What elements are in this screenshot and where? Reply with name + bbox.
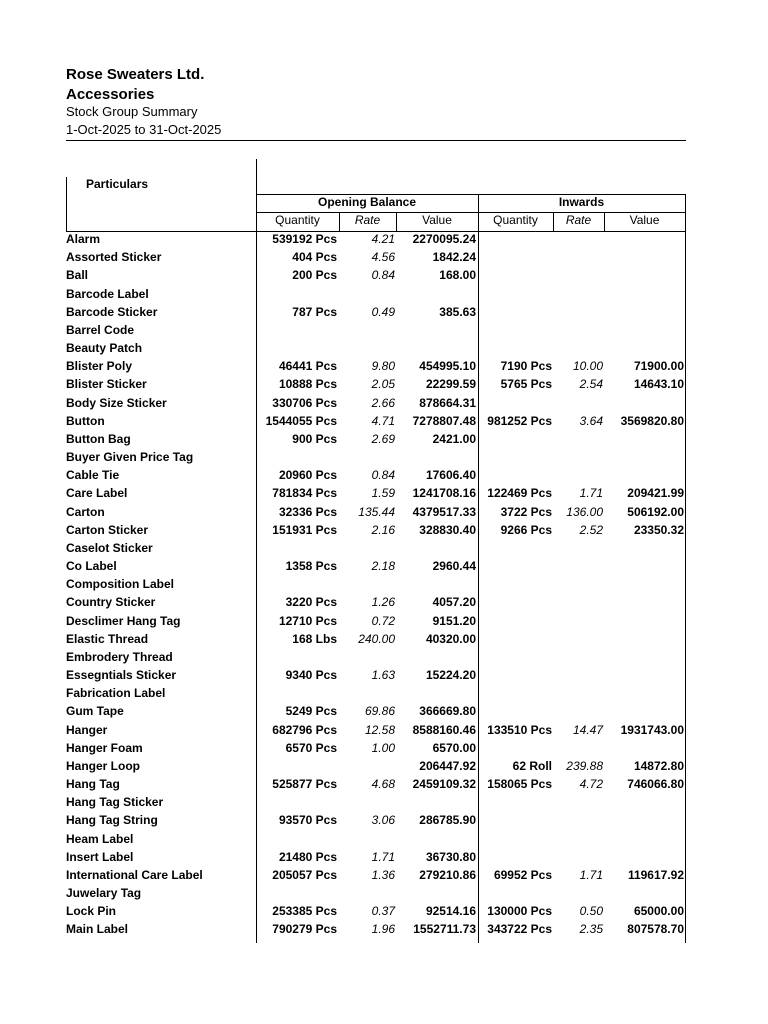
item-name: Button	[66, 413, 105, 428]
item-name: Button Bag	[66, 431, 131, 446]
opening-value: 1842.24	[432, 250, 476, 265]
table-row	[0, 612, 768, 630]
inwards-value: 23350.32	[633, 522, 684, 537]
inwards-value: 14872.80	[633, 758, 684, 773]
report-title: Stock Group Summary	[66, 104, 198, 119]
inwards-value: 807578.70	[627, 922, 684, 937]
opening-rate: 1.59	[371, 486, 395, 501]
table-row	[0, 484, 768, 502]
table-row	[0, 721, 768, 739]
opening-rate: 3.06	[371, 813, 395, 828]
company-name: Rose Sweaters Ltd.	[66, 66, 205, 83]
table-row	[0, 466, 768, 484]
table-row	[0, 375, 768, 393]
inwards-value: 209421.99	[627, 486, 684, 501]
item-name: Heam Label	[66, 831, 134, 846]
table-row	[0, 866, 768, 884]
item-name: Body Size Sticker	[66, 395, 167, 410]
table-row	[0, 539, 768, 557]
item-name: Carton Sticker	[66, 522, 149, 537]
table-row	[0, 503, 768, 521]
inwards-quantity: 133510 Pcs	[487, 722, 552, 737]
table-row	[0, 848, 768, 866]
item-name: Fabrication Label	[66, 686, 166, 701]
opening-value: 6570.00	[432, 740, 476, 755]
inwards-rate: 239.88	[566, 758, 603, 773]
table-row	[0, 884, 768, 902]
opening-value: 2421.00	[432, 431, 476, 446]
opening-quantity: 20960 Pcs	[278, 468, 337, 483]
item-name: Desclimer Hang Tag	[66, 613, 181, 628]
item-name: Main Label	[66, 922, 129, 937]
item-name: Cable Tie	[66, 468, 120, 483]
opening-rate: 0.72	[371, 613, 395, 628]
table-row	[0, 557, 768, 575]
opening-quantity: 781834 Pcs	[272, 486, 337, 501]
table-row	[0, 394, 768, 412]
item-name: Hang Tag	[66, 777, 120, 792]
table-row	[0, 630, 768, 648]
table-row	[0, 357, 768, 375]
opening-rate: 0.84	[371, 268, 395, 283]
table-row	[0, 521, 768, 539]
opening-value: 9151.20	[432, 613, 476, 628]
table-row	[0, 757, 768, 775]
item-name: Blister Poly	[66, 359, 133, 374]
inwards-value: 65000.00	[633, 904, 684, 919]
opening-quantity: 21480 Pcs	[278, 849, 337, 864]
table-row	[0, 684, 768, 702]
opening-quantity: 253385 Pcs	[272, 904, 337, 919]
opening-value: 1552711.73	[413, 922, 476, 937]
item-name: Elastic Thread	[66, 631, 149, 646]
opening-value: 22299.59	[425, 377, 476, 392]
item-name: Barrel Code	[66, 322, 135, 337]
opening-value: 279210.86	[419, 867, 476, 882]
opening-value: 385.63	[439, 304, 476, 319]
opening-value: 4057.20	[432, 595, 476, 610]
inwards-header: Inwards	[558, 195, 605, 209]
opening-value: 17606.40	[425, 468, 476, 483]
opening-rate: 1.71	[371, 849, 395, 864]
opening-rate: 0.84	[371, 468, 395, 483]
inwards-rate: 1.71	[579, 867, 603, 882]
in-value-header: Value	[629, 213, 660, 227]
opening-quantity: 200 Pcs	[292, 268, 337, 283]
table-row	[0, 230, 768, 248]
in-quantity-header: Quantity	[493, 213, 538, 227]
opening-rate: 1.96	[371, 922, 395, 937]
inwards-rate: 4.72	[579, 777, 603, 792]
inwards-quantity: 343722 Pcs	[487, 922, 552, 937]
inwards-quantity: 5765 Pcs	[500, 377, 552, 392]
inwards-value: 1931743.00	[620, 722, 684, 737]
inwards-rate: 2.52	[579, 522, 603, 537]
inwards-quantity: 158065 Pcs	[487, 777, 552, 792]
opening-quantity: 1358 Pcs	[285, 559, 337, 574]
particulars-left-rule	[66, 177, 67, 232]
item-name: Juwelary Tag	[66, 886, 142, 901]
opening-rate: 12.58	[364, 722, 395, 737]
opening-value: 168.00	[439, 268, 476, 283]
table-row	[0, 448, 768, 466]
inwards-quantity: 130000 Pcs	[487, 904, 552, 919]
item-name: Caselot Sticker	[66, 540, 153, 555]
table-row	[0, 248, 768, 266]
opening-quantity: 539192 Pcs	[272, 232, 337, 246]
inwards-quantity: 7190 Pcs	[500, 359, 552, 374]
table-row	[0, 321, 768, 339]
inwards-rate: 1.71	[579, 486, 603, 501]
opening-quantity: 900 Pcs	[292, 431, 337, 446]
opening-value: 206447.92	[419, 758, 476, 773]
item-name: Composition Label	[66, 577, 174, 592]
opening-rate: 2.66	[371, 395, 395, 410]
item-name: Hanger	[66, 722, 108, 737]
opening-quantity: 525877 Pcs	[272, 777, 337, 792]
inwards-rate: 2.35	[579, 922, 603, 937]
opening-quantity: 151931 Pcs	[272, 522, 337, 537]
stock-group-name: Accessories	[66, 86, 155, 103]
opening-value: 2270095.24	[412, 232, 476, 246]
inwards-value: 746066.80	[627, 777, 684, 792]
table-row	[0, 830, 768, 848]
opening-rate: 2.69	[371, 431, 395, 446]
opening-value: 92514.16	[425, 904, 476, 919]
table-row	[0, 902, 768, 920]
item-name: Essegntials Sticker	[66, 668, 177, 683]
table-row	[0, 920, 768, 938]
opening-quantity: 205057 Pcs	[272, 867, 337, 882]
item-name: Barcode Label	[66, 286, 149, 301]
item-name: Hang Tag String	[66, 813, 158, 828]
opening-rate: 240.00	[358, 631, 395, 646]
opening-quantity: 168 Lbs	[292, 631, 337, 646]
ob-value-header: Value	[422, 213, 452, 227]
item-name: Beauty Patch	[66, 341, 143, 356]
item-name: Hanger Foam	[66, 740, 143, 755]
inwards-quantity: 122469 Pcs	[487, 486, 552, 501]
item-name: Embrodery Thread	[66, 649, 173, 664]
item-name: Alarm	[66, 232, 101, 246]
opening-value: 328830.40	[419, 522, 476, 537]
opening-value: 40320.00	[425, 631, 476, 646]
inwards-rate: 3.64	[579, 413, 603, 428]
opening-rate: 2.16	[371, 522, 395, 537]
inwards-rate: 2.54	[579, 377, 603, 392]
opening-value: 878664.31	[419, 395, 476, 410]
item-name: Care Label	[66, 486, 128, 501]
opening-rate: 4.56	[371, 250, 395, 265]
particulars-header: Particulars	[86, 177, 149, 191]
opening-rate: 1.26	[371, 595, 395, 610]
opening-quantity: 32336 Pcs	[278, 504, 337, 519]
opening-value: 7278807.48	[412, 413, 476, 428]
inwards-rate: 14.47	[572, 722, 603, 737]
table-row	[0, 266, 768, 284]
table-row	[0, 339, 768, 357]
opening-rate: 0.49	[371, 304, 395, 319]
opening-value: 286785.90	[419, 813, 476, 828]
inwards-quantity: 9266 Pcs	[500, 522, 552, 537]
inwards-value: 119617.92	[627, 867, 684, 882]
inwards-value: 14643.10	[633, 377, 684, 392]
item-name: Insert Label	[66, 849, 134, 864]
item-name: Lock Pin	[66, 904, 117, 919]
table-row	[0, 739, 768, 757]
item-name: Country Sticker	[66, 595, 156, 610]
opening-quantity: 790279 Pcs	[272, 922, 337, 937]
opening-quantity: 46441 Pcs	[278, 359, 337, 374]
opening-quantity: 682796 Pcs	[272, 722, 337, 737]
item-name: Ball	[66, 268, 89, 283]
opening-quantity: 1544055 Pcs	[265, 413, 337, 428]
opening-rate: 4.68	[371, 777, 395, 792]
opening-quantity: 6570 Pcs	[285, 740, 337, 755]
opening-value: 2960.44	[432, 559, 476, 574]
opening-rate: 1.00	[371, 740, 395, 755]
item-name: Co Label	[66, 559, 117, 574]
item-name: Gum Tape	[66, 704, 124, 719]
opening-quantity: 93570 Pcs	[278, 813, 337, 828]
item-name: Blister Sticker	[66, 377, 147, 392]
inwards-quantity: 69952 Pcs	[493, 867, 552, 882]
table-row	[0, 303, 768, 321]
opening-rate: 4.71	[371, 413, 395, 428]
opening-value: 36730.80	[425, 849, 476, 864]
inwards-quantity: 62 Roll	[512, 758, 552, 773]
opening-value: 454995.10	[419, 359, 476, 374]
inwards-quantity: 3722 Pcs	[500, 504, 552, 519]
table-row	[0, 412, 768, 430]
header-top-rule	[66, 140, 686, 141]
table-row	[0, 811, 768, 829]
opening-value: 2459109.32	[412, 777, 476, 792]
opening-rate: 9.80	[371, 359, 395, 374]
inwards-rate: 136.00	[566, 504, 603, 519]
opening-quantity: 10888 Pcs	[278, 377, 337, 392]
opening-quantity: 12710 Pcs	[278, 613, 337, 628]
item-name: International Care Label	[66, 867, 203, 882]
item-name: Assorted Sticker	[66, 250, 162, 265]
opening-value: 8588160.46	[412, 722, 476, 737]
ob-quantity-header: Quantity	[275, 213, 320, 227]
report-period: 1-Oct-2025 to 31-Oct-2025	[66, 122, 222, 137]
inwards-rate: 10.00	[572, 359, 603, 374]
table-row	[0, 666, 768, 684]
table-row	[0, 775, 768, 793]
in-rate-header: Rate	[565, 213, 592, 227]
opening-rate: 4.21	[371, 232, 395, 246]
table-row	[0, 702, 768, 720]
item-name: Barcode Sticker	[66, 304, 158, 319]
inwards-quantity: 981252 Pcs	[487, 413, 552, 428]
table-row	[0, 285, 768, 303]
opening-quantity: 404 Pcs	[292, 250, 337, 265]
opening-balance-header: Opening Balance	[317, 195, 417, 209]
table-row	[0, 648, 768, 666]
opening-value: 366669.80	[419, 704, 476, 719]
table-row	[0, 430, 768, 448]
opening-rate: 69.86	[364, 704, 395, 719]
opening-quantity: 787 Pcs	[292, 304, 337, 319]
table-row	[0, 593, 768, 611]
opening-quantity: 5249 Pcs	[285, 704, 337, 719]
opening-quantity: 9340 Pcs	[285, 668, 337, 683]
opening-rate: 135.44	[358, 504, 395, 519]
opening-rate: 2.05	[371, 377, 395, 392]
inwards-value: 3569820.80	[620, 413, 684, 428]
opening-quantity: 3220 Pcs	[285, 595, 337, 610]
ob-rate-header: Rate	[354, 213, 381, 227]
opening-rate: 2.18	[371, 559, 395, 574]
opening-rate: 0.37	[371, 904, 395, 919]
item-name: Hanger Loop	[66, 758, 140, 773]
inwards-value: 506192.00	[627, 504, 684, 519]
item-name: Buyer Given Price Tag	[66, 450, 194, 465]
table-row	[0, 575, 768, 593]
table-row	[0, 793, 768, 811]
opening-rate: 1.36	[371, 867, 395, 882]
opening-value: 15224.20	[425, 668, 476, 683]
opening-value: 4379517.33	[412, 504, 476, 519]
inwards-value: 71900.00	[633, 359, 684, 374]
item-name: Hang Tag Sticker	[66, 795, 164, 810]
inwards-rate: 0.50	[579, 904, 603, 919]
opening-value: 1241708.16	[412, 486, 476, 501]
item-name: Carton	[66, 504, 105, 519]
opening-rate: 1.63	[371, 668, 395, 683]
opening-quantity: 330706 Pcs	[272, 395, 337, 410]
